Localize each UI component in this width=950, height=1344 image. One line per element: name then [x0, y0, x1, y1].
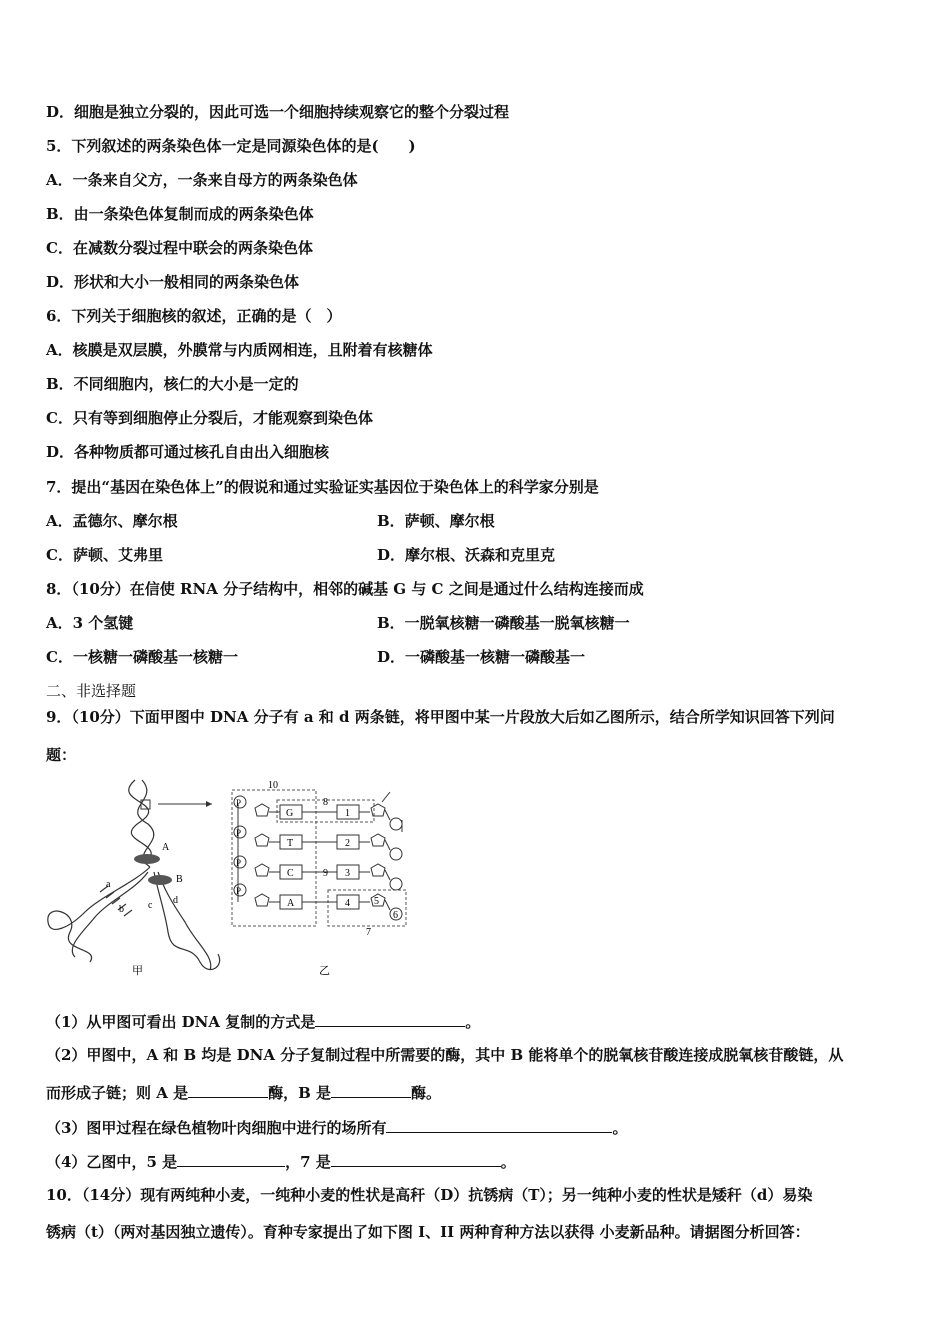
- label-4: 4: [345, 898, 350, 909]
- label-5: 5: [374, 896, 379, 907]
- label-7: 7: [366, 927, 371, 938]
- label-chain-d: d: [173, 895, 178, 906]
- q6-option-a: A．核膜是双层膜，外膜常与内质网相连，且附着有核糖体: [46, 341, 433, 359]
- label-enzyme-b: B: [176, 874, 183, 885]
- q9-sub1-end: 。: [465, 1013, 481, 1031]
- q7-option-d: D．摩尔根、沃森和克里克: [377, 546, 556, 564]
- q9-sub1: [46, 1011, 480, 1032]
- q9-sub3: [46, 1117, 627, 1138]
- q5-option-d: D．形状和大小一般相同的两条染色体: [46, 273, 300, 291]
- base-g: G: [286, 808, 294, 819]
- q5-option-a: A．一条来自父方，一条来自母方的两条染色体: [46, 171, 358, 189]
- base-c: C: [287, 868, 294, 879]
- label-fig-yi: 乙: [319, 965, 330, 977]
- q9-sub2-blank-a[interactable]: [188, 1082, 268, 1098]
- label-p2: P: [236, 828, 242, 838]
- label-chain-b: b: [119, 904, 124, 915]
- label-p3: P: [236, 858, 242, 868]
- label-8: 8: [323, 797, 328, 808]
- q5-option-b: B．由一条染色体复制而成的两条染色体: [46, 205, 314, 223]
- label-3: 3: [345, 868, 350, 879]
- label-fig-jia: 甲: [132, 965, 143, 977]
- q8-stem: 8．（10分）在信使 RNA 分子结构中，相邻的碱基 G 与 C 之间是通过什么结构连接而成: [46, 580, 644, 598]
- q10-stem-line2: 锈病（t）（两对基因独立遗传）。育种专家提出了如下图 I、II 两种育种方法以获得 小麦新品种。请据图分析回答：: [46, 1223, 810, 1241]
- q8-option-d: D．一磷酸基一核糖一磷酸基一: [377, 648, 586, 666]
- q9-sub3-end: 。: [612, 1119, 628, 1137]
- enzyme-b-icon: [148, 875, 172, 885]
- q9-sub3-blank[interactable]: [386, 1117, 612, 1133]
- q6-option-b: B．不同细胞内，核仁的大小是一定的: [46, 375, 299, 393]
- q9-sub4-text-b: ，7 是: [285, 1153, 331, 1171]
- base-a: A: [287, 898, 295, 909]
- q9-sub1-blank[interactable]: [315, 1011, 465, 1027]
- q4-option-d: D．细胞是独立分裂的，因此可选一个细胞持续观察它的整个分裂过程: [46, 103, 510, 121]
- q8-option-b: B．一脱氧核糖一磷酸基一脱氧核糖一: [377, 614, 630, 632]
- q9-sub4: [46, 1151, 516, 1172]
- label-2: 2: [345, 838, 350, 849]
- section-heading: 二、非选择题: [46, 682, 137, 700]
- magnify-arrow-icon: [206, 801, 212, 807]
- q9-sub2-blank-b[interactable]: [331, 1082, 411, 1098]
- q9-sub4-text-a: （4）乙图中，5 是: [46, 1153, 178, 1171]
- q7-option-a: A．孟德尔、摩尔根: [46, 512, 178, 530]
- q9-sub2-text-a: 而形成子链；则 A 是: [46, 1084, 189, 1102]
- q6-stem: 6．下列关于细胞核的叙述，正确的是（ ）: [46, 307, 342, 325]
- label-p4: P: [236, 886, 242, 896]
- q7-option-b: B．萨顿、摩尔根: [377, 512, 495, 530]
- label-1: 1: [345, 808, 350, 819]
- label-p1: P: [236, 798, 242, 808]
- q9-sub2-text-c: 酶。: [411, 1084, 442, 1102]
- dna-figure: [40, 772, 420, 982]
- q9-sub2-line2: [46, 1082, 441, 1103]
- fig-jia-helix: [48, 780, 220, 970]
- label-enzyme-a: A: [162, 842, 170, 853]
- q5-option-c: C．在减数分裂过程中联会的两条染色体: [46, 239, 313, 257]
- q9-sub3-text: （3）图甲过程在绿色植物叶肉细胞中进行的场所有: [46, 1119, 387, 1137]
- q8-option-c: C．一核糖一磷酸基一核糖一: [46, 648, 238, 666]
- q9-stem-line1: 9．（10分）下面甲图中 DNA 分子有 a 和 d 两条链，将甲图中某一片段放大后如乙图所示，结合所学知识回答下列问: [46, 708, 835, 726]
- q6-option-c: C．只有等到细胞停止分裂后，才能观察到染色体: [46, 409, 373, 427]
- enzyme-a-icon: [134, 854, 160, 864]
- label-chain-c: c: [148, 900, 153, 911]
- q7-stem: 7．提出“基因在染色体上”的假说和通过实验证实基因位于染色体上的科学家分别是: [46, 478, 599, 496]
- label-chain-a: a: [106, 879, 111, 890]
- label-9: 9: [323, 868, 328, 879]
- base-t: T: [287, 838, 294, 849]
- q9-sub4-blank-a[interactable]: [177, 1151, 285, 1167]
- label-10: 10: [268, 780, 278, 791]
- q9-sub4-end: 。: [500, 1153, 516, 1171]
- q9-sub2-text-b: 酶，B 是: [268, 1084, 331, 1102]
- q9-sub4-blank-b[interactable]: [331, 1151, 501, 1167]
- label-6: 6: [393, 910, 398, 921]
- q7-option-c: C．萨顿、艾弗里: [46, 546, 163, 564]
- q6-option-d: D．各种物质都可通过核孔自由出入细胞核: [46, 443, 330, 461]
- q5-stem: 5．下列叙述的两条染色体一定是同源染色体的是( ): [46, 137, 416, 155]
- q9-sub1-text: （1）从甲图可看出 DNA 复制的方式是: [46, 1013, 316, 1031]
- q9-sub2-line1: （2）甲图中，A 和 B 均是 DNA 分子复制过程中所需要的酶，其中 B 能将单个的脱氧核苷酸连接成脱氧核苷酸链，从: [46, 1046, 844, 1064]
- q10-stem-line1: 10．（14分）现有两纯种小麦，一纯种小麦的性状是高秆（D）抗锈病（T）；另一纯种小麦的性状是矮秆（d）易染: [46, 1186, 813, 1204]
- q9-stem-line2: 题：: [46, 746, 77, 764]
- q8-option-a: A．3 个氢键: [46, 614, 134, 632]
- dna-figure-svg: [40, 772, 420, 982]
